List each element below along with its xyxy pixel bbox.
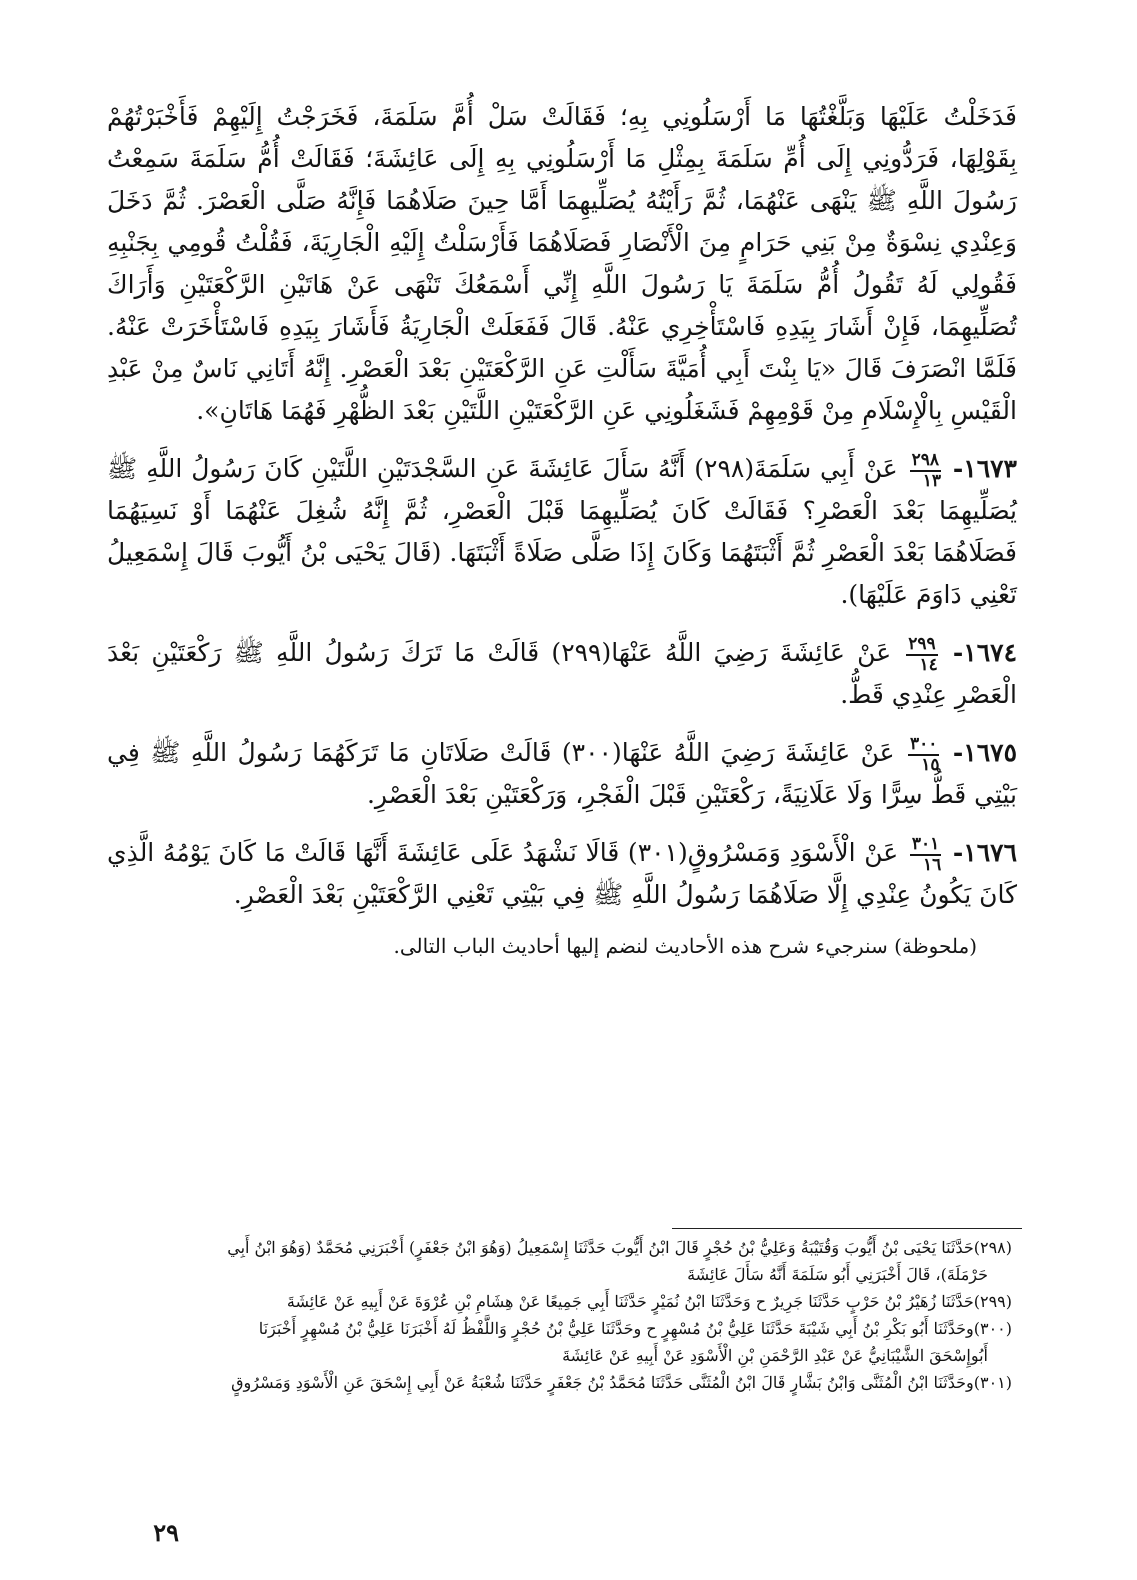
footnote-301	[117, 1369, 1012, 1396]
hadith-fraction	[910, 449, 941, 491]
fraction-bottom: ١٥	[921, 754, 940, 775]
footnote-299	[117, 1288, 1012, 1315]
intro-paragraph: فَدَخَلْتُ عَلَيْهَا وَبَلَّغْتُهَا مَا أَرْسَلُونِي بِهِ؛ فَقَالَتْ سَلْ أُمَّ سَلَمَةَ، فَخَرَجْتُ إِلَيْهِمْ فَأَخْبَرْتُهُمْ بِقَوْلِهَا، فَرَدُّونِي إِلَى أُمِّ سَلَمَةَ بِمِثْلِ مَا أَرْسَلُونِي بِهِ إِلَى عَائِشَةَ؛ فَقَالَتْ أُمُّ سَلَمَةَ سَمِعْتُ رَسُولَ اللَّهِ ﷺ يَنْهَى عَنْهُمَا، ثُمَّ رَأَيْتُهُ يُصَلِّيهِمَا أَمَّا حِينَ صَلَاهُمَا فَإِنَّهُ صَلَّى الْعَصْرَ. ثُمَّ دَخَلَ وَعِنْدِي نِسْوَةٌ مِنْ بَنِي حَرَامٍ مِنَ الْأَنْصَارِ فَصَلَاهُمَا فَأَرْسَلْتُ إِلَيْهِ الْجَارِيَةَ، فَقُلْتُ قُومِي بِجَنْبِهِ فَقُولِي لَهُ تَقُولُ أُمُّ سَلَمَةَ يَا رَسُولَ اللَّهِ إِنِّي أَسْمَعُكَ تَنْهَى عَنْ هَاتَيْنِ الرَّكْعَتَيْنِ وَأَرَاكَ تُصَلِّيهِمَا، فَإِنْ أَشَارَ بِيَدِهِ فَاسْتَأْخِرِي عَنْهُ. قَالَ فَفَعَلَتْ الْجَارِيَةُ فَأَشَارَ بِيَدِهِ فَاسْتَأْخَرَتْ عَنْهُ. فَلَمَّا انْصَرَفَ قَالَ «يَا بِنْتَ أَبِي أُمَيَّةَ سَأَلْتِ عَنِ الرَّكْعَتَيْنِ بَعْدَ الْعَصْرِ. إِنَّهُ أَتَانِي نَاسٌ مِنْ عَبْدِ الْقَيْسِ بِالْإِسْلَامِ مِنْ قَوْمِهِمْ فَشَغَلُونِي عَنِ الرَّكْعَتَيْنِ اللَّتَيْنِ بَعْدَ الظُّهْرِ فَهُمَا هَاتَانِ».	[107, 102, 1017, 425]
hadith-number: ١٦٧٥-	[952, 738, 1018, 767]
fraction-bottom: ١٦	[922, 854, 942, 875]
footnote-line: (٣٠٠)وحَدَّثَنَا أَبُو بَكْرِ بْنُ أَبِي شَيْبَةَ حَدَّثَنَا عَلِيُّ بْنُ مُسْهِرٍ ح وحَدَّثَنَا عَلِيُّ بْنُ حُجْرٍ وَاللَّفْظُ لَهُ أَخْبَرَنَا عَلِيُّ بْنُ مُسْهِرٍ أَخْبَرَنَا	[258, 1319, 1012, 1338]
footnote-line: أَبُوإِسْحَقَ الشَّيْبَانِيُّ عَنْ عَبْدِ الرَّحْمَنِ بْنِ الْأَسْوَدِ عَنْ أَبِيهِ عَنْ عَائِشَةَ	[562, 1346, 988, 1365]
main-text-block	[107, 96, 1017, 982]
fraction-top: ٣٠١	[911, 833, 940, 854]
footnote-line: (٣٠١)وحَدَّثَنَا ابْنُ الْمُثَنَّى وَابْنُ بَشَّارٍ قَالَ ابْنُ الْمُثَنَّى حَدَّثَنَا مُحَمَّدُ بْنُ جَعْفَرٍ حَدَّثَنَا شُعْبَةُ عَنْ أَبِي إِسْحَقَ عَنِ الْأَسْوَدِ وَمَسْرُوقٍ	[231, 1373, 1012, 1392]
hadith-1673	[107, 448, 1017, 616]
fraction-top: ٢٩٩	[908, 633, 936, 654]
fraction-bottom: ١٤	[919, 654, 938, 675]
hadith-fraction	[906, 633, 938, 675]
hadith-1676	[107, 832, 1017, 916]
hadith-number: ١٦٧٣-	[952, 454, 1017, 483]
fraction-bottom: ١٣	[922, 470, 941, 491]
hadith-text: عَنْ عَائِشَةَ رَضِيَ اللَّهُ عَنْهَا(٣٠٠) قَالَتْ صَلَاتَانِ مَا تَرَكَهُمَا رَسُولُ اللَّهِ ﷺ فِي بَيْتِي قَطُّ سِرًّا وَلَا عَلَانِيَةً، رَكْعَتَيْنِ قَبْلَ الْفَجْرِ، وَرَكْعَتَيْنِ بَعْدَ الْعَصْرِ.	[107, 738, 1017, 809]
hadith-text: عَنْ عَائِشَةَ رَضِيَ اللَّهُ عَنْهَا(٢٩٩) قَالَتْ مَا تَرَكَ رَسُولُ اللَّهِ ﷺ رَكْعَتَيْنِ بَعْدَ الْعَصْرِ عِنْدِي قَطُّ.	[107, 638, 1017, 709]
hadith-number: ١٦٧٤-	[952, 638, 1017, 667]
editor-note: (ملحوظة) سنرجيء شرح هذه الأحاديث لنضم إليها أحاديث الباب التالى.	[393, 934, 977, 958]
hadith-fraction	[908, 733, 940, 775]
footnote-300	[117, 1315, 1012, 1369]
footnotes-block	[117, 1234, 1012, 1396]
hadith-fraction	[910, 833, 942, 875]
footnote-line: حَرْمَلَةَ)، قَالَ أَخْبَرَنِي أَبُو سَلَمَةَ أَنَّهُ سَأَلَ عَائِشَةَ	[687, 1265, 988, 1284]
fraction-top: ٣٠٠	[910, 733, 938, 754]
footnote-divider	[672, 1228, 1022, 1229]
hadith-number: ١٦٧٦-	[952, 838, 1017, 867]
fraction-top: ٢٩٨	[911, 449, 939, 470]
page-number: ٢٩	[153, 1518, 179, 1547]
footnote-line: (٢٩٨)حَدَّثَنَا يَحْيَى بْنُ أَيُّوبَ وَقُتَيْبَةُ وَعَلِيُّ بْنُ حُجْرٍ قَالَ ابْنُ أَيُّوبَ حَدَّثَنَا إِسْمَعِيلُ (وَهُوَ ابْنُ جَعْفَرٍ) أَخْبَرَنِي مُحَمَّدٌ (وَهُوَ ابْنُ أَبِي	[227, 1238, 1012, 1257]
hadith-text: عَنْ أَبِي سَلَمَةَ(٢٩٨) أَنَّهُ سَأَلَ عَائِشَةَ عَنِ السَّجْدَتَيْنِ اللَّتَيْنِ كَانَ رَسُولُ اللَّهِ ﷺ يُصَلِّيهِمَا بَعْدَ الْعَصْرِ؟ فَقَالَتْ كَانَ يُصَلِّيهِمَا قَبْلَ الْعَصْرِ، ثُمَّ إِنَّهُ شُغِلَ عَنْهُمَا أَوْ نَسِيَهُمَا فَصَلَاهُمَا بَعْدَ الْعَصْرِ ثُمَّ أَثْبَتَهُمَا وَكَانَ إِذَا صَلَّى صَلَاةً أَثْبَتَهَا. (قَالَ يَحْيَى بْنُ أَيُّوبَ قَالَ إِسْمَعِيلُ تَعْنِي دَاوَمَ عَلَيْهَا).	[107, 454, 1017, 609]
hadith-1674	[107, 632, 1017, 716]
footnote-298	[117, 1234, 1012, 1288]
hadith-text: عَنْ الْأَسْوَدِ وَمَسْرُوقٍ(٣٠١) قَالَا نَشْهَدُ عَلَى عَائِشَةَ أَنَّهَا قَالَتْ مَا كَانَ يَوْمُهُ الَّذِي كَانَ يَكُونُ عِنْدِي إِلَّا صَلَاهُمَا رَسُولُ اللَّهِ ﷺ فِي بَيْتِي تَعْنِي الرَّكْعَتَيْنِ بَعْدَ الْعَصْرِ.	[107, 838, 1017, 909]
hadith-1675	[107, 732, 1017, 816]
footnote-line: (٢٩٩)حَدَّثَنَا زُهَيْرُ بْنُ حَرْبٍ حَدَّثَنَا جَرِيرٌ ح وَحَدَّثَنَا ابْنُ نُمَيْرٍ حَدَّثَنَا أَبِي جَمِيعًا عَنْ هِشَامِ بْنِ عُرْوَةَ عَنْ أَبِيهِ عَنْ عَائِشَةَ	[286, 1292, 1012, 1311]
